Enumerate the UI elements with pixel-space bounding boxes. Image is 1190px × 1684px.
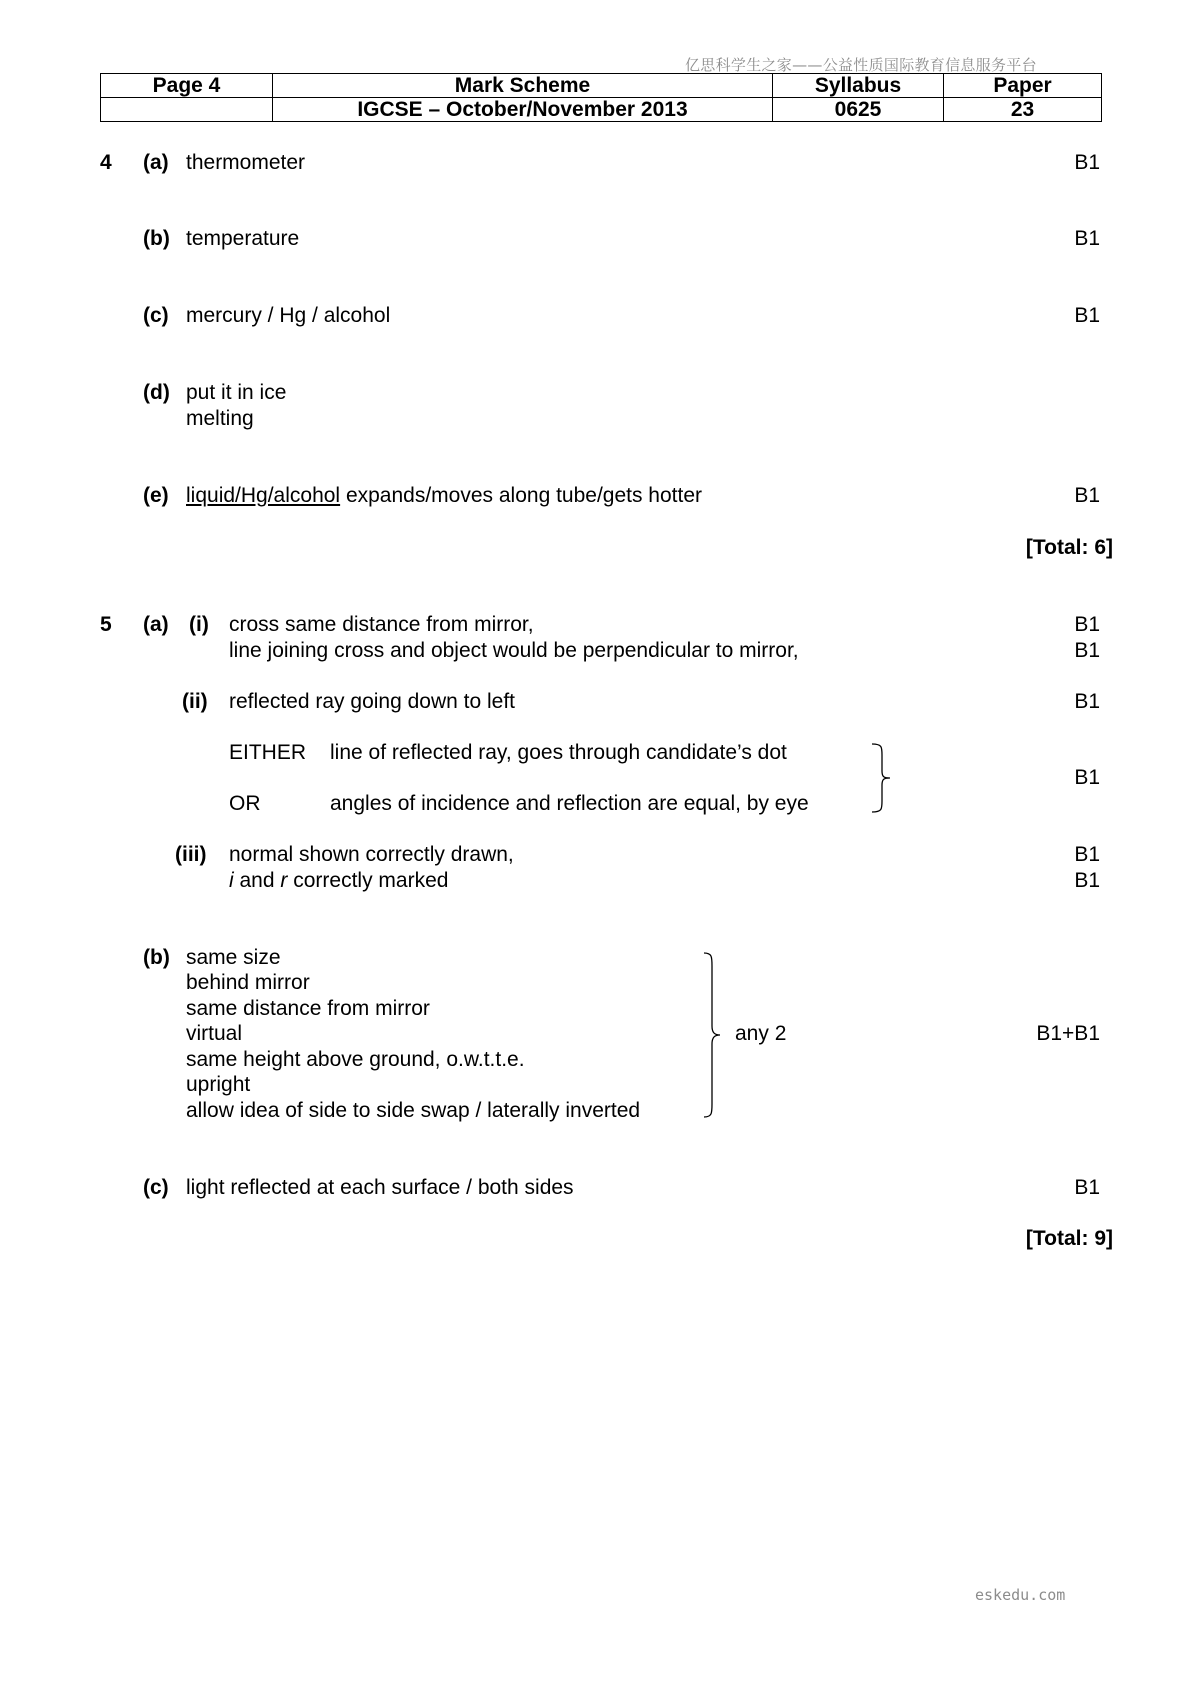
either-or-brace [868, 743, 898, 813]
q4a-mark: B1 [1074, 151, 1100, 174]
q5ai-answer-line1: cross same distance from mirror, [229, 613, 534, 636]
q4-total: [Total: 6] [1025, 536, 1113, 559]
q5ai-label: (i) [189, 613, 209, 636]
q5ai-mark1: B1 [1074, 613, 1100, 636]
q5aii-either-text: line of reflected ray, goes through candidate’s dot [330, 741, 787, 764]
syllabus-value: 0625 [773, 98, 944, 122]
syllabus-label: Syllabus [773, 74, 944, 98]
q5aiii-answer-rest: correctly marked [287, 869, 449, 892]
q4a-label: (a) [143, 151, 169, 174]
q4c-label: (c) [143, 304, 169, 327]
q5aiii-answer-line1: normal shown correctly drawn, [229, 843, 514, 866]
paper-value: 23 [944, 98, 1102, 122]
q4c-mark: B1 [1074, 304, 1100, 327]
q5aii-brace-mark: B1 [1074, 766, 1100, 789]
header-empty-cell [101, 98, 273, 122]
q4b-mark: B1 [1074, 227, 1100, 250]
document-subtitle: IGCSE – October/November 2013 [273, 98, 773, 122]
q5c-label: (c) [143, 1176, 169, 1199]
q5b-label: (b) [143, 946, 170, 969]
q4d-answer-line1: put it in ice [186, 381, 287, 404]
q5aii-either-label: EITHER [229, 741, 307, 764]
any-two-brace [700, 952, 730, 1118]
header-table [100, 73, 1102, 122]
q4a-answer: thermometer [186, 151, 306, 174]
q4c-answer: mercury / Hg / alcohol [186, 304, 391, 327]
q5aii-answer: reflected ray going down to left [229, 690, 516, 713]
q5b-note: any 2 [735, 1022, 787, 1045]
q5ai-mark2: B1 [1074, 639, 1100, 662]
question-4-number: 4 [100, 151, 112, 174]
page-number: Page 4 [101, 74, 273, 98]
q5b-item-3: same distance from mirror [186, 997, 430, 1020]
q4d-label: (d) [143, 381, 170, 404]
q5c-answer: light reflected at each surface / both sides [186, 1176, 574, 1199]
question-5-number: 5 [100, 613, 112, 636]
q5aii-or-label: OR [229, 792, 261, 815]
q5ai-answer-line2: line joining cross and object would be perpendicular to mirror, [229, 639, 799, 662]
q5b-item-1: same size [186, 946, 281, 969]
q4e-underlined-term: liquid/Hg/alcohol [186, 484, 341, 507]
watermark-bottom: eskedu.com [975, 1586, 1066, 1604]
watermark-top: 亿思科学生之家——公益性质国际教育信息服务平台 [685, 56, 1037, 74]
q5c-mark: B1 [1074, 1176, 1100, 1199]
q4b-label: (b) [143, 227, 170, 250]
reflection-angle-symbol: r [280, 869, 288, 892]
q4d-answer-line2: melting [186, 407, 254, 430]
q5aiii-label: (iii) [175, 843, 207, 866]
incidence-angle-symbol: i [229, 869, 234, 892]
q5aiii-mark1: B1 [1074, 843, 1100, 866]
q5aiii-answer-line2 [229, 868, 448, 894]
q4e-answer-rest: expands/moves along tube/gets hotter [340, 484, 703, 507]
and-word: and [233, 869, 281, 892]
q5aiii-mark2: B1 [1074, 869, 1100, 892]
q5b-item-2: behind mirror [186, 971, 310, 994]
q5b-mark: B1+B1 [1036, 1022, 1100, 1045]
q4e-label: (e) [143, 484, 169, 507]
q5aii-label: (ii) [182, 690, 208, 713]
q5b-item-5: same height above ground, o.w.t.t.e. [186, 1048, 525, 1071]
paper-label: Paper [944, 74, 1102, 98]
q4e-answer [186, 483, 702, 509]
q5a-label: (a) [143, 613, 169, 636]
document-title: Mark Scheme [273, 74, 773, 98]
q5b-item-4: virtual [186, 1022, 243, 1045]
q5b-item-6: upright [186, 1073, 251, 1096]
q5aii-or-text: angles of incidence and reflection are equal, by eye [330, 792, 809, 815]
q4e-mark: B1 [1074, 484, 1100, 507]
q4b-answer: temperature [186, 227, 300, 250]
q5-total: [Total: 9] [1025, 1227, 1113, 1250]
q5b-item-7: allow idea of side to side swap / laterally inverted [186, 1099, 641, 1122]
q5aii-mark: B1 [1074, 690, 1100, 713]
